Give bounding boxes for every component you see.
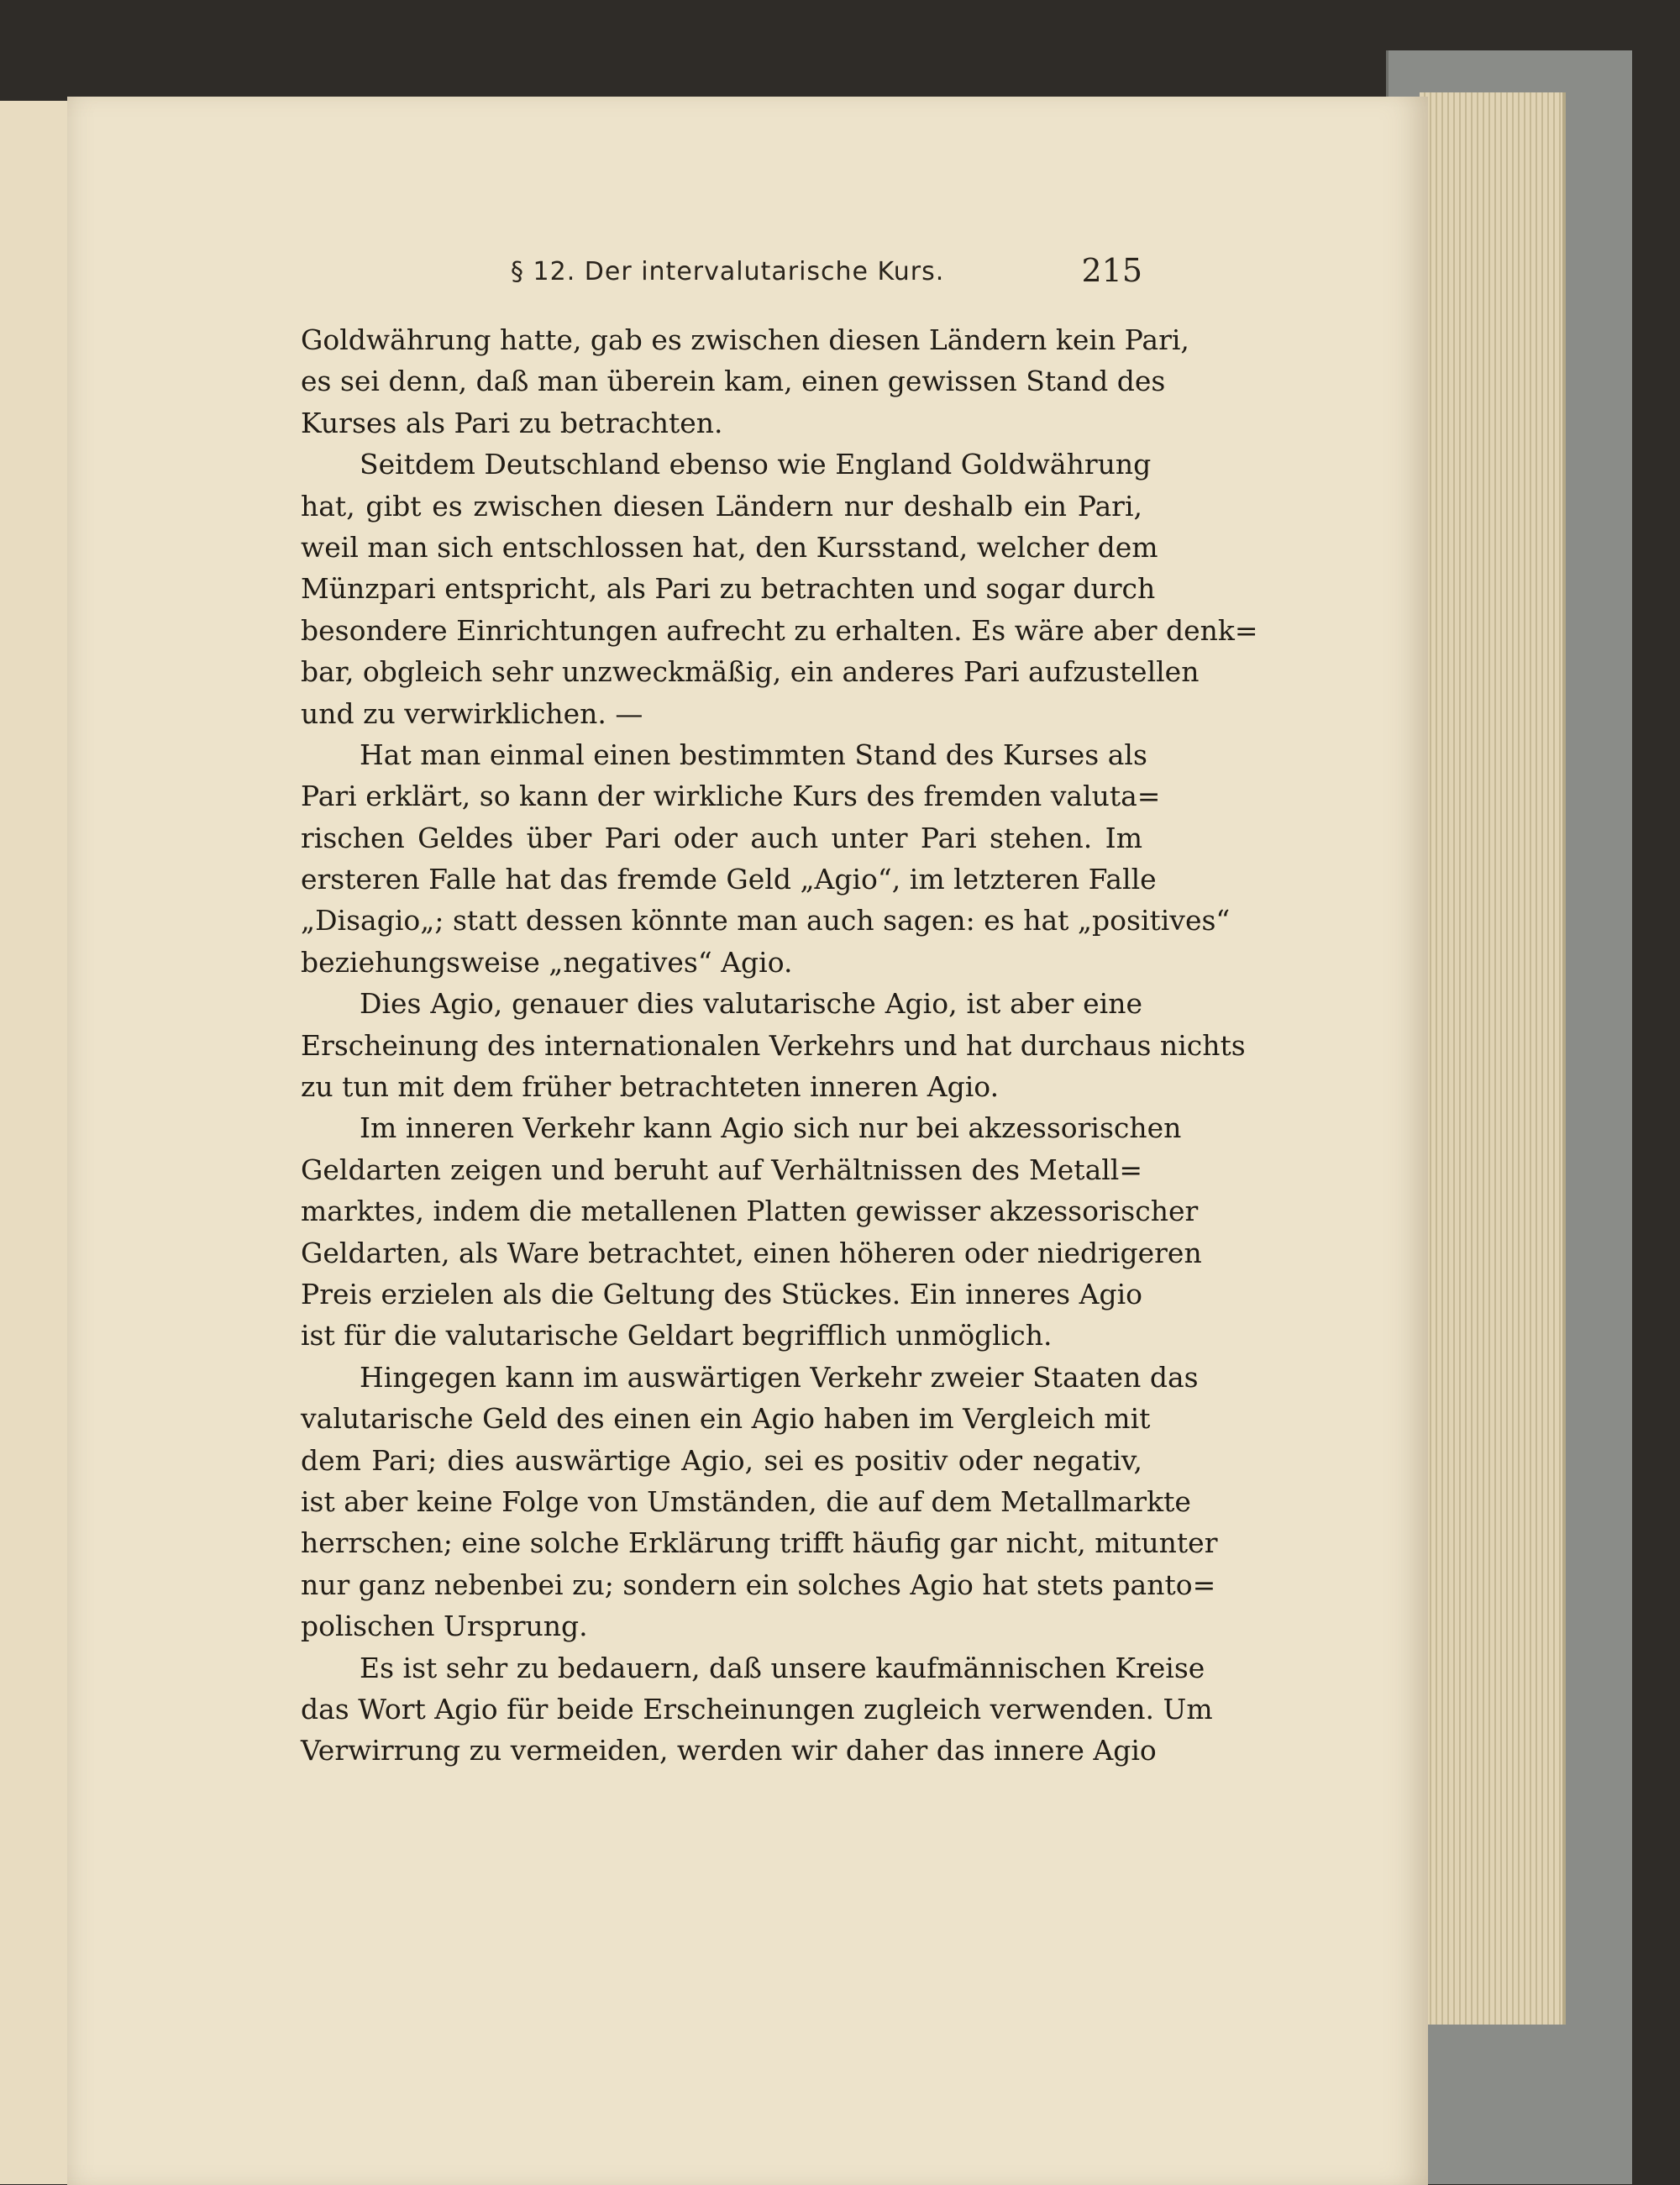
text-line: bar, obgleich sehr unzweckmäßig, ein anderes Pari aufzustellen	[301, 655, 1200, 689]
text-line: es sei denn, daß man überein kam, einen gewissen Stand des	[301, 365, 1166, 398]
text-line: Geldarten, als Ware betrachtet, einen höheren oder niedrigeren	[301, 1236, 1202, 1269]
body-text	[301, 319, 1258, 1772]
text-line: Goldwährung hatte, gab es zwischen diesen Ländern kein Pari,	[301, 323, 1189, 356]
text-line: „Disagio„; statt dessen könnte man auch sagen: es hat „positives“	[301, 904, 1231, 938]
text-line: das Wort Agio für beide Erscheinungen zugleich verwenden. Um	[301, 1692, 1213, 1725]
text-line: besondere Einrichtungen aufrecht zu erhalten. Es wäre aber denk=	[301, 613, 1258, 647]
text-line: ist für die valutarische Geldart begrifflich unmöglich.	[301, 1319, 1053, 1352]
text-line: marktes, indem die metallenen Platten gewisser akzessorischer	[301, 1195, 1199, 1228]
page-header	[301, 252, 1142, 302]
text-line: Seitdem Deutschland ebenso wie England Goldwährung	[360, 448, 1152, 481]
text-line: weil man sich entschlossen hat, den Kursstand, welcher dem	[301, 530, 1158, 564]
text-line: Es ist sehr zu bedauern, daß unsere kaufmännischen Kreise	[360, 1651, 1205, 1684]
text-line: zu tun mit dem früher betrachteten inneren Agio.	[301, 1070, 1000, 1104]
text-line: rischen Geldes über Pari oder auch unter Pari stehen. Im	[301, 821, 1142, 854]
text-line: Geldarten zeigen und beruht auf Verhältnissen des Metall=	[301, 1153, 1142, 1186]
text-line: ersteren Falle hat das fremde Geld „Agio“, im letzteren Falle	[301, 863, 1157, 896]
text-line: Kurses als Pari zu betrachten.	[301, 406, 723, 439]
text-line: Preis erzielen als die Geltung des Stückes. Ein inneres Agio	[301, 1277, 1142, 1310]
text-line: nur ganz nebenbei zu; sondern ein solches Agio hat stets panto=	[301, 1568, 1216, 1601]
text-line: Pari erklärt, so kann der wirkliche Kurs des fremden valuta=	[301, 780, 1161, 813]
text-line: Münzpari entspricht, als Pari zu betrachten und sogar durch	[301, 572, 1156, 606]
text-line: Hat man einmal einen bestimmten Stand des Kurses als	[360, 738, 1147, 771]
page-edges	[1420, 92, 1566, 2025]
text-line: Erscheinung des internationalen Verkehrs und hat durchaus nichts	[301, 1028, 1246, 1062]
text-line: herrschen; eine solche Erklärung trifft häufig gar nicht, mitunter	[301, 1526, 1218, 1560]
text-line: beziehungsweise „negatives“ Agio.	[301, 945, 793, 979]
text-line: valutarische Geld des einen ein Agio haben im Vergleich mit	[301, 1402, 1151, 1436]
text-line: ist aber keine Folge von Umständen, die auf dem Metallmarkte	[301, 1484, 1191, 1518]
text-line: und zu verwirklichen. —	[301, 696, 643, 730]
page-number: 215	[1081, 252, 1142, 289]
text-line: Im inneren Verkehr kann Agio sich nur bei akzessorischen	[360, 1111, 1182, 1145]
text-line: Hingegen kann im auswärtigen Verkehr zweier Staaten das	[360, 1360, 1199, 1394]
text-line: polischen Ursprung.	[301, 1610, 588, 1643]
running-head: § 12. Der intervalutarische Kurs.	[511, 257, 945, 286]
text-line: Verwirrung zu vermeiden, werden wir daher das innere Agio	[301, 1734, 1157, 1767]
facing-page-edge	[0, 101, 69, 2184]
text-line: Dies Agio, genauer dies valutarische Agio, ist aber eine	[360, 987, 1142, 1021]
text-line: dem Pari; dies auswärtige Agio, sei es positiv oder negativ,	[301, 1443, 1142, 1477]
text-line: hat, gibt es zwischen diesen Ländern nur deshalb ein Pari,	[301, 489, 1142, 523]
